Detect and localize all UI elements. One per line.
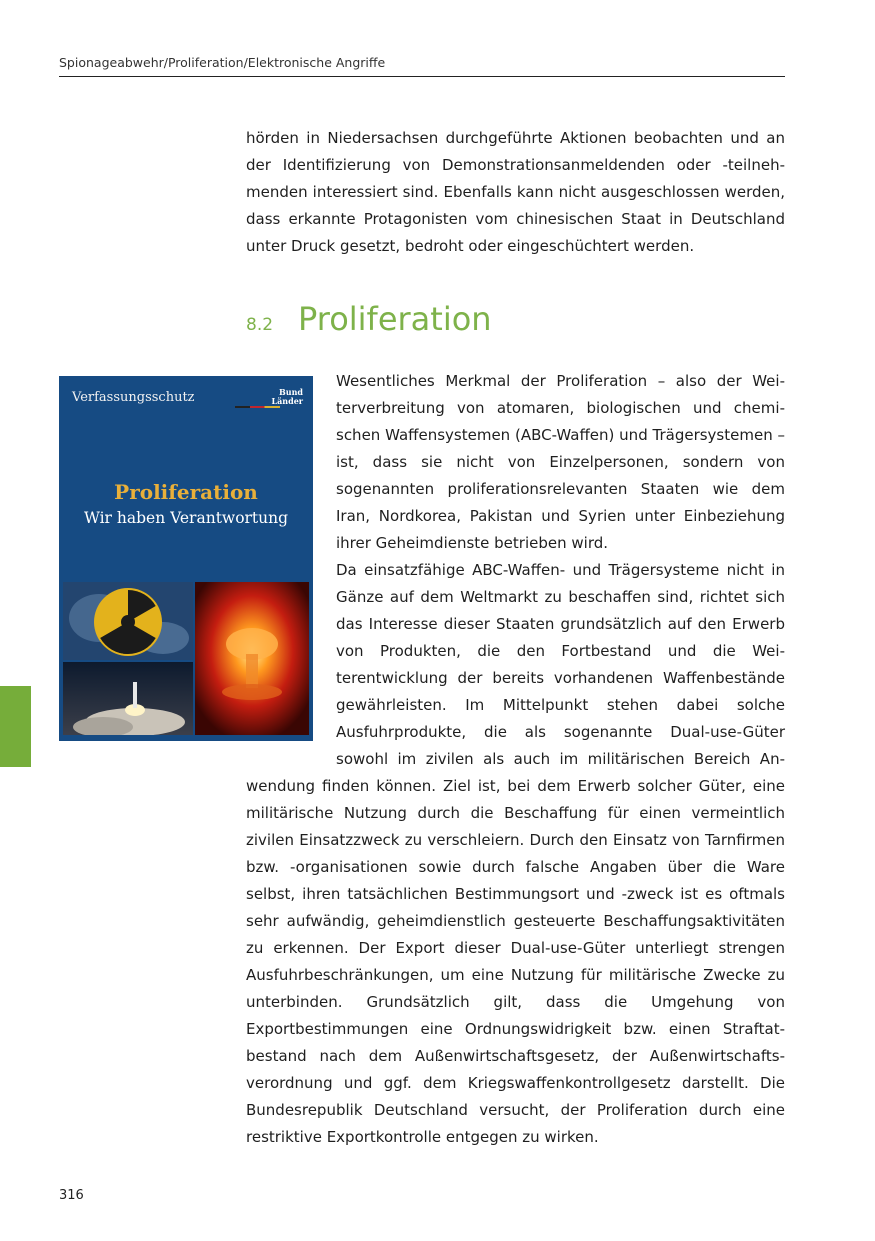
section-number: 8.2	[246, 315, 274, 335]
logo-flag-bar	[235, 406, 280, 408]
body-paragraph-1: Wesentliches Merkmal der Proliferation – also der Weiterverbreitung von atomaren, biologischen und chemischen Waffensystemen (ABC-Waffen) und Trägersystemen – ist, dass sie nicht von Einzelpersonen, sondern von sogenannten proliferationsrelevanten Staaten wie dem Iran, Nordkorea, Pakistan und Syrien unter Einbeziehung ihrer Geheimdienste betrieben wird.	[336, 372, 785, 552]
section-title: Proliferation	[298, 300, 492, 338]
radiation-globe-panel	[63, 582, 193, 662]
cover-photo-collage	[63, 582, 309, 735]
body-paragraph-2: Da einsatzfähige ABC-Waffen- und Trägersysteme nicht in Gänze auf dem Weltmarkt zu beschaffen sind, richtet sich das Interesse dieser Staaten grundsätzlich auf den Erwerb von Produkten, die den Fortbestand und die Weiterentwicklung der bereits vorhandenen Waffenbestände gewährleisten. Im Mittelpunkt stehen dabei solche Ausfuhrprodukte, die als sogenannte Dual-use-Güter sowohl im zivilen als auch im militärischen Bereich Anwendung finden können. Ziel ist, bei dem Erwerb solcher Güter, eine militärische Nutzung durch die Beschaffung für einen vermeintlich zivilen Einsatzzweck zu verschleiern. Durch den Einsatz von Tarnfirmen bzw. -organisationen sowie durch falsche Angaben über die Ware selbst, ihren tatsächlichen Bestimmungsort und -zweck ist es oftmals sehr aufwändig, geheimdienstlich gesteuerte Beschaffungsaktivitäten zu erkennen. Der Export dieser Dual-use-Güter unterliegt strengen Ausfuhrbeschränkungen, um eine Nutzung für militärische Zwecke zu unterbinden. Grundsätzlich gilt, dass die Umgehung von Exportbestimmungen eine Ordnungswidrigkeit bzw. einen Straftatbestand nach dem Außenwirtschaftsgesetz, der Außenwirtschaftsverordnung und ggf. dem Kriegswaffenkontrollgesetz darstellt. Die Bundesrepublik Deutschland versucht, der Proliferation durch eine restriktive Exportkontrolle entgegen zu wirken.	[246, 561, 785, 1146]
section-heading	[246, 300, 492, 338]
logo-line-2: Länder	[271, 396, 303, 406]
page-number: 316	[59, 1188, 84, 1203]
intro-paragraph: hörden in Niedersachsen durchgeführte Aktionen beobachten und an der Identifizierung von Demonstrationsanmeldenden oder -teilnehmenden interessiert sind. Ebenfalls kann nicht ausgeschlossen werden, dass erkannte Protagonisten vom chinesischen Staat in Deutschland unter Druck gesetzt, bedroht oder eingeschüchtert werden.	[246, 129, 785, 255]
logo-line-1: Bund	[279, 387, 303, 397]
chapter-tab-marker	[0, 686, 31, 767]
cover-subtitle: Wir haben Verantwortung	[83, 509, 289, 527]
mushroom-cloud-panel	[195, 582, 309, 735]
rocket-launch-panel	[63, 662, 193, 735]
cover-agency-name: Verfassungsschutz	[72, 390, 195, 405]
cover-title: Proliferation	[114, 480, 258, 504]
running-head: Spionageabwehr/Proliferation/Elektronische Angriffe	[59, 55, 785, 77]
body-text	[246, 368, 785, 1151]
brochure-cover-image	[59, 376, 313, 741]
logo-text	[271, 388, 303, 406]
bund-laender-logo	[233, 388, 303, 408]
